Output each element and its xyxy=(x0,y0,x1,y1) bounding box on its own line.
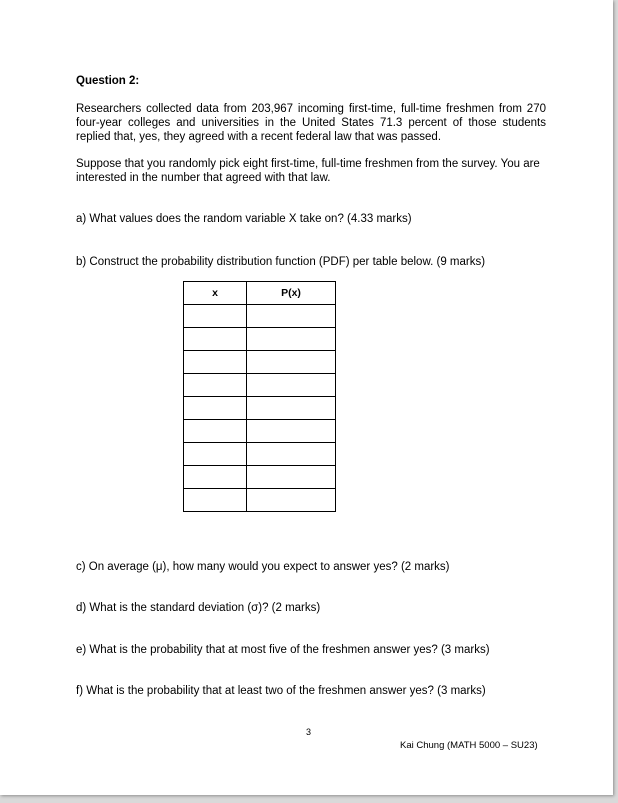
table-row xyxy=(184,466,336,489)
part-a: a) What values does the random variable X take on? (4.33 marks) xyxy=(76,213,412,225)
cell-x xyxy=(184,328,247,351)
table-row xyxy=(184,420,336,443)
table-row xyxy=(184,374,336,397)
part-c: c) On average (μ), how many would you expect to answer yes? (2 marks) xyxy=(76,561,450,573)
cell-px xyxy=(247,466,336,489)
footer-author: Kai Chung (MATH 5000 – SU23) xyxy=(400,740,538,751)
cell-x xyxy=(184,489,247,512)
question-intro: Researchers collected data from 203,967 incoming first-time, full-time freshmen from 270 four-year colleges and universities in the United States 71.3 percent of those students replied that, yes, they agreed with a recent federal law that was passed. xyxy=(76,103,546,143)
header-x: x xyxy=(184,282,247,305)
cell-px xyxy=(247,351,336,374)
part-d: d) What is the standard deviation (σ)? (2 marks) xyxy=(76,602,321,614)
page-number: 3 xyxy=(306,727,312,737)
cell-x xyxy=(184,420,247,443)
cell-px xyxy=(247,397,336,420)
table-row xyxy=(184,443,336,466)
table-header-row xyxy=(184,282,336,305)
cell-px xyxy=(247,489,336,512)
cell-x xyxy=(184,305,247,328)
cell-px xyxy=(247,374,336,397)
table-row xyxy=(184,305,336,328)
cell-x xyxy=(184,466,247,489)
cell-px xyxy=(247,328,336,351)
part-b: b) Construct the probability distribution function (PDF) per table below. (9 marks) xyxy=(76,256,486,268)
question-title: Question 2: xyxy=(76,75,140,87)
table-row xyxy=(184,351,336,374)
part-e: e) What is the probability that at most five of the freshmen answer yes? (3 marks) xyxy=(76,644,490,656)
table-row xyxy=(184,489,336,512)
header-px: P(x) xyxy=(247,282,336,305)
cell-x xyxy=(184,443,247,466)
table-row xyxy=(184,328,336,351)
cell-x xyxy=(184,351,247,374)
table-row xyxy=(184,397,336,420)
cell-px xyxy=(247,305,336,328)
part-f: f) What is the probability that at least two of the freshmen answer yes? (3 marks) xyxy=(76,685,486,697)
cell-x xyxy=(184,397,247,420)
pdf-table xyxy=(183,281,336,512)
question-scenario: Suppose that you randomly pick eight first-time, full-time freshmen from the survey. You are interested in the number that agreed with that law. xyxy=(76,158,540,184)
cell-x xyxy=(184,374,247,397)
cell-px xyxy=(247,420,336,443)
cell-px xyxy=(247,443,336,466)
